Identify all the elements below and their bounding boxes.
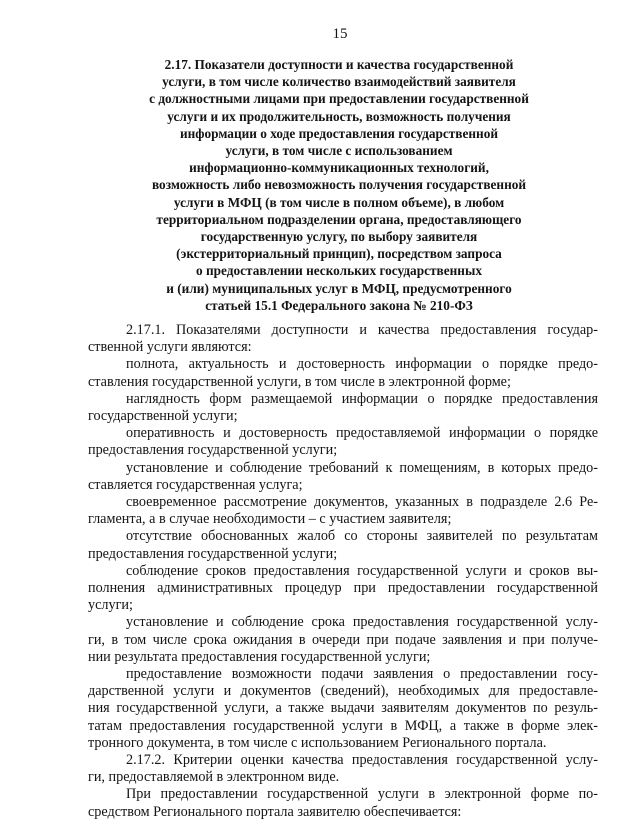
paragraph-line: предоставление возможности подачи заявления о предоставлении госу-	[126, 666, 598, 683]
paragraph-line: дарственной услуги и документов (сведений), необходимых для предоставле-	[88, 683, 598, 700]
heading-line: услуги, в том числе с использованием	[225, 143, 453, 159]
heading-line: и (или) муниципальных услуг в МФЦ, предусмотренного	[166, 280, 512, 296]
paragraph-line: ги, предоставляемой в электронном виде.	[88, 769, 340, 786]
paragraph-line: государственной услуги;	[88, 408, 238, 425]
heading-line: государственную услугу, по выбору заявителя	[200, 229, 478, 245]
heading-line: территориальном подразделении органа, предоставляющего	[156, 211, 522, 227]
paragraph-line: ния государственной услуги, а также выдачи заявителям документов по резуль-	[88, 700, 598, 717]
heading-line: услуги и их продолжительность, возможность получения	[167, 108, 511, 124]
heading-line: информации о ходе предоставления государственной	[179, 125, 499, 141]
paragraph-line: своевременное рассмотрение документов, указанных в подразделе 2.6 Ре-	[126, 494, 598, 511]
heading-line: информационно-коммуникационных технологий,	[189, 160, 489, 176]
heading-line: 2.17. Показатели доступности и качества государственной	[164, 57, 514, 72]
heading-line: услуги в МФЦ (в том числе в полном объеме), в любом	[173, 194, 505, 210]
section-heading	[100, 56, 578, 314]
paragraph-line: ставления государственной услуги, в том числе в электронной форме;	[88, 373, 511, 390]
heading-line: статьей 15.1 Федерального закона № 210-ФЗ	[205, 297, 473, 313]
paragraph-line: ги, в том числе срока ожидания в очереди при подаче заявления и при получе-	[88, 631, 598, 648]
heading-line: услуги, в том числе количество взаимодействий заявителя	[162, 74, 516, 90]
paragraph-line: отсутствие обоснованных жалоб со стороны заявителей по результатам	[126, 528, 598, 545]
paragraph-line: полнения административных процедур при предоставлении государственной	[88, 580, 598, 597]
paragraph-line: гламента, а в случае необходимости – с участием заявителя;	[88, 511, 452, 528]
paragraph-line: наглядность форм размещаемой информации о порядке предоставления	[126, 390, 598, 407]
body-text	[88, 322, 598, 821]
paragraph-line: предоставления государственной услуги;	[88, 442, 338, 459]
paragraph-line: нии результата предоставления государственной услуги;	[88, 648, 431, 665]
paragraph-line: ставляется государственная услуга;	[88, 476, 303, 493]
heading-line: (экстерриториальный принцип), посредством запроса	[176, 246, 502, 262]
paragraph-line: полнота, актуальность и достоверность информации о порядке предо-	[126, 356, 598, 373]
paragraph-line: предоставления государственной услуги;	[88, 545, 338, 562]
paragraph-line: услуги;	[88, 597, 133, 614]
paragraph-line: 2.17.2. Критерии оценки качества предоставления государственной услу-	[126, 752, 598, 769]
paragraph-line: тронного документа, в том числе с использованием Регионального портала.	[88, 734, 547, 751]
paragraph-line: соблюдение сроков предоставления государственной услуги и сроков вы-	[126, 562, 598, 579]
heading-line: о предоставлении нескольких государственных	[196, 263, 482, 279]
paragraph-line: татам предоставления государственной услуги в МФЦ, а также в форме элек-	[88, 717, 598, 734]
paragraph-line: установление и соблюдение требований к помещениям, в которых предо-	[126, 459, 598, 476]
heading-line: с должностными лицами при предоставлении государственной	[149, 91, 529, 107]
paragraph-line: При предоставлении государственной услуги в электронной форме по-	[126, 786, 598, 803]
paragraph-line: оперативность и достоверность предоставляемой информации о порядке	[126, 425, 598, 442]
paragraph-line: 2.17.1. Показателями доступности и качества предоставления государ-	[126, 322, 598, 338]
heading-line: возможность либо невозможность получения государственной	[151, 177, 527, 193]
page-number: 15	[332, 26, 348, 42]
paragraph-line: установление и соблюдение срока предоставления государственной услу-	[126, 614, 598, 631]
paragraph-line: средством Регионального портала заявителю обеспечивается:	[88, 803, 462, 820]
paragraph-line: ственной услуги являются:	[88, 339, 252, 356]
